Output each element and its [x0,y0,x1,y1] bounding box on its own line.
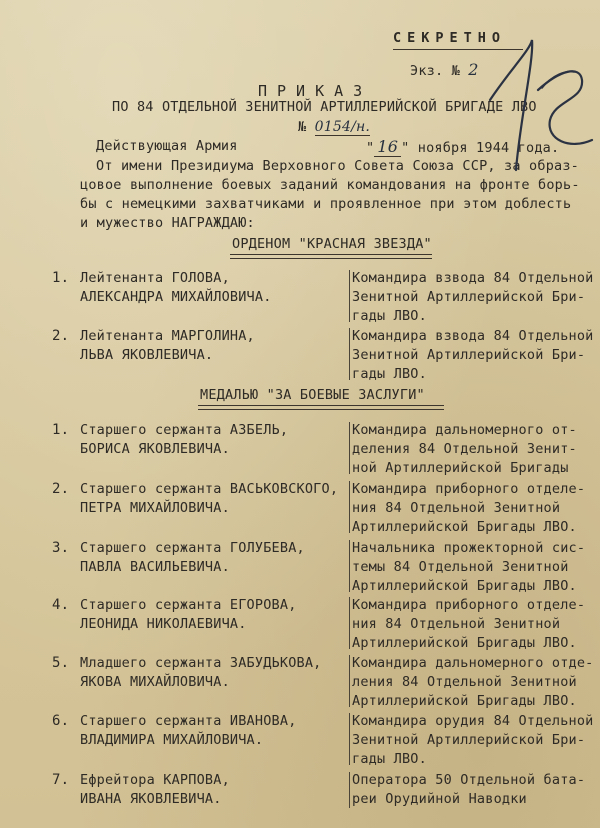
date-rest: " ноября 1944 года. [401,140,560,156]
recipient-role-line: Оператора 50 Отдельной бата- [352,772,586,788]
recipient-name-line: ВЛАДИМИРА МИХАЙЛОВИЧА. [80,732,264,748]
recipient-role-line: Командира приборного отделе- [352,597,586,613]
section-medal-heading: МЕДАЛЬЮ "ЗА БОЕВЫЕ ЗАСЛУГИ" [200,387,425,403]
recipient-name-line: ЛЬВА ЯКОВЛЕВИЧА. [80,347,214,363]
preamble-line-3: бы с немецкими захватчиками и проявленное при этом доблесть [80,196,572,212]
role-bracket [349,270,350,322]
recipient-role-line: Артиллерийской Бригады ЛВО. [352,635,577,651]
role-bracket [349,540,350,592]
recipient-name-line: БОРИСА ЯКОВЛЕВИЧА. [80,441,230,457]
copy-label: Экз. № [410,63,460,79]
order-subtitle: ПО 84 ОТДЕЛЬНОЙ ЗЕНИТНОЙ АРТИЛЛЕРИЙСКОЙ БРИГАДЕ ЛВО [112,99,537,115]
award-number: 1. [52,270,70,286]
role-bracket [349,772,350,808]
award-number: 6. [52,713,70,729]
recipient-role-line: реи Орудийной Наводки [352,791,527,807]
section-order-heading: ОРДЕНОМ "КРАСНАЯ ЗВЕЗДА" [232,236,432,252]
copy-number [410,60,479,79]
recipient-name-line: Младшего сержанта ЗАБУДЬКОВА, [80,655,322,671]
recipient-role-line: Артиллерийской Бригады ЛВО. [352,519,577,535]
recipient-role-line: темы 84 Отдельной Зенитной [352,559,569,575]
award-number: 2. [52,328,70,344]
award-number: 1. [52,422,70,438]
army-label: Действующая Армия [96,138,238,154]
recipient-name-line: Старшего сержанта ИВАНОВА, [80,713,297,729]
recipient-name-line: Старшего сержанта ВАСЬКОВСКОГО, [80,481,339,497]
recipient-name-line: Ефрейтора КАРПОВА, [80,772,230,788]
preamble-line-2: цовое выполнение боевых заданий командования на фронте борь- [80,177,580,193]
recipient-role-line: Командира орудия 84 Отдельной [352,713,594,729]
recipient-name-line: ИВАНА ЯКОВЛЕВИЧА. [80,791,222,807]
recipient-name-line: Старшего сержанта АЗБЕЛЬ, [80,422,289,438]
recipient-name-line: Старшего сержанта ЕГОРОВА, [80,597,297,613]
recipient-role-line: Артиллерийской Бригады ЛВО. [352,693,577,709]
recipient-role-line: деления 84 Отдельной Зенит- [352,441,577,457]
recipient-role-line: Командира взвода 84 Отдельной [352,328,594,344]
role-bracket [349,422,350,474]
recipient-role-line: Командира дальномерного от- [352,422,577,438]
role-bracket [349,655,350,707]
order-number [298,119,370,135]
section-medal-underline [198,405,444,410]
recipient-role-line: Командира дальномерного отде- [352,655,594,671]
award-number: 3. [52,540,70,556]
date-quote-open: " [366,140,375,156]
recipient-name-line: ЯКОВА МИХАЙЛОВИЧА. [80,674,230,690]
recipient-role-line: Командира взвода 84 Отдельной [352,270,594,286]
award-number: 5. [52,655,70,671]
recipient-role-line: Зенитной Артиллерийской Бри- [352,289,586,305]
recipient-role-line: Начальника прожекторной сис- [352,540,586,556]
recipient-role-line: ления 84 Отдельной Зенитной [352,674,577,690]
recipient-role-line: ния 84 Отдельной Зенитной [352,616,561,632]
date-day: 16 [374,137,401,157]
recipient-name-line: Лейтенанта МАРГОЛИНА, [80,328,255,344]
recipient-role-line: гады ЛВО. [352,366,427,382]
recipient-role-line: Артиллерийской Бригады ЛВО. [352,578,577,594]
copy-number-value: 2 [468,60,479,79]
recipient-role-line: Зенитной Артиллерийской Бри- [352,732,586,748]
recipient-role-line: ния 84 Отдельной Зенитной [352,500,561,516]
order-number-value: 0154/н. [314,119,371,135]
award-number: 4. [52,597,70,613]
recipient-name-line: ПЕТРА МИХАЙЛОВИЧА. [80,500,230,516]
recipient-name-line: АЛЕКСАНДРА МИХАЙЛОВИЧА. [80,289,272,305]
role-bracket [349,597,350,649]
recipient-role-line: Командира приборного отделе- [352,481,586,497]
role-bracket [349,713,350,765]
role-bracket [349,328,350,380]
secret-stamp: СЕКРЕТНО [393,30,507,46]
preamble-line-4: и мужество НАГРАЖДАЮ: [80,215,255,231]
recipient-role-line: ной Артиллерийской Бригады [352,460,569,476]
award-number: 2. [52,481,70,497]
recipient-name-line: ЛЕОНИДА НИКОЛАЕВИЧА. [80,616,247,632]
recipient-role-line: гады ЛВО. [352,308,427,324]
recipient-role-line: Зенитной Артиллерийской Бри- [352,347,586,363]
order-title: ПРИКАЗ [258,82,373,100]
award-number: 7. [52,772,70,788]
recipient-name-line: Лейтенанта ГОЛОВА, [80,270,230,286]
preamble-line-1: От имени Президиума Верховного Совета Союза ССР, за образ- [96,158,580,174]
order-number-label: № [298,119,307,135]
section-order-underline [230,254,432,259]
role-bracket [349,481,350,533]
recipient-role-line: гады ЛВО. [352,751,427,767]
pencil-scribble-mark [470,30,600,180]
recipient-name-line: Старшего сержанта ГОЛУБЕВА, [80,540,305,556]
recipient-name-line: ПАВЛА ВАСИЛЬЕВИЧА. [80,559,230,575]
